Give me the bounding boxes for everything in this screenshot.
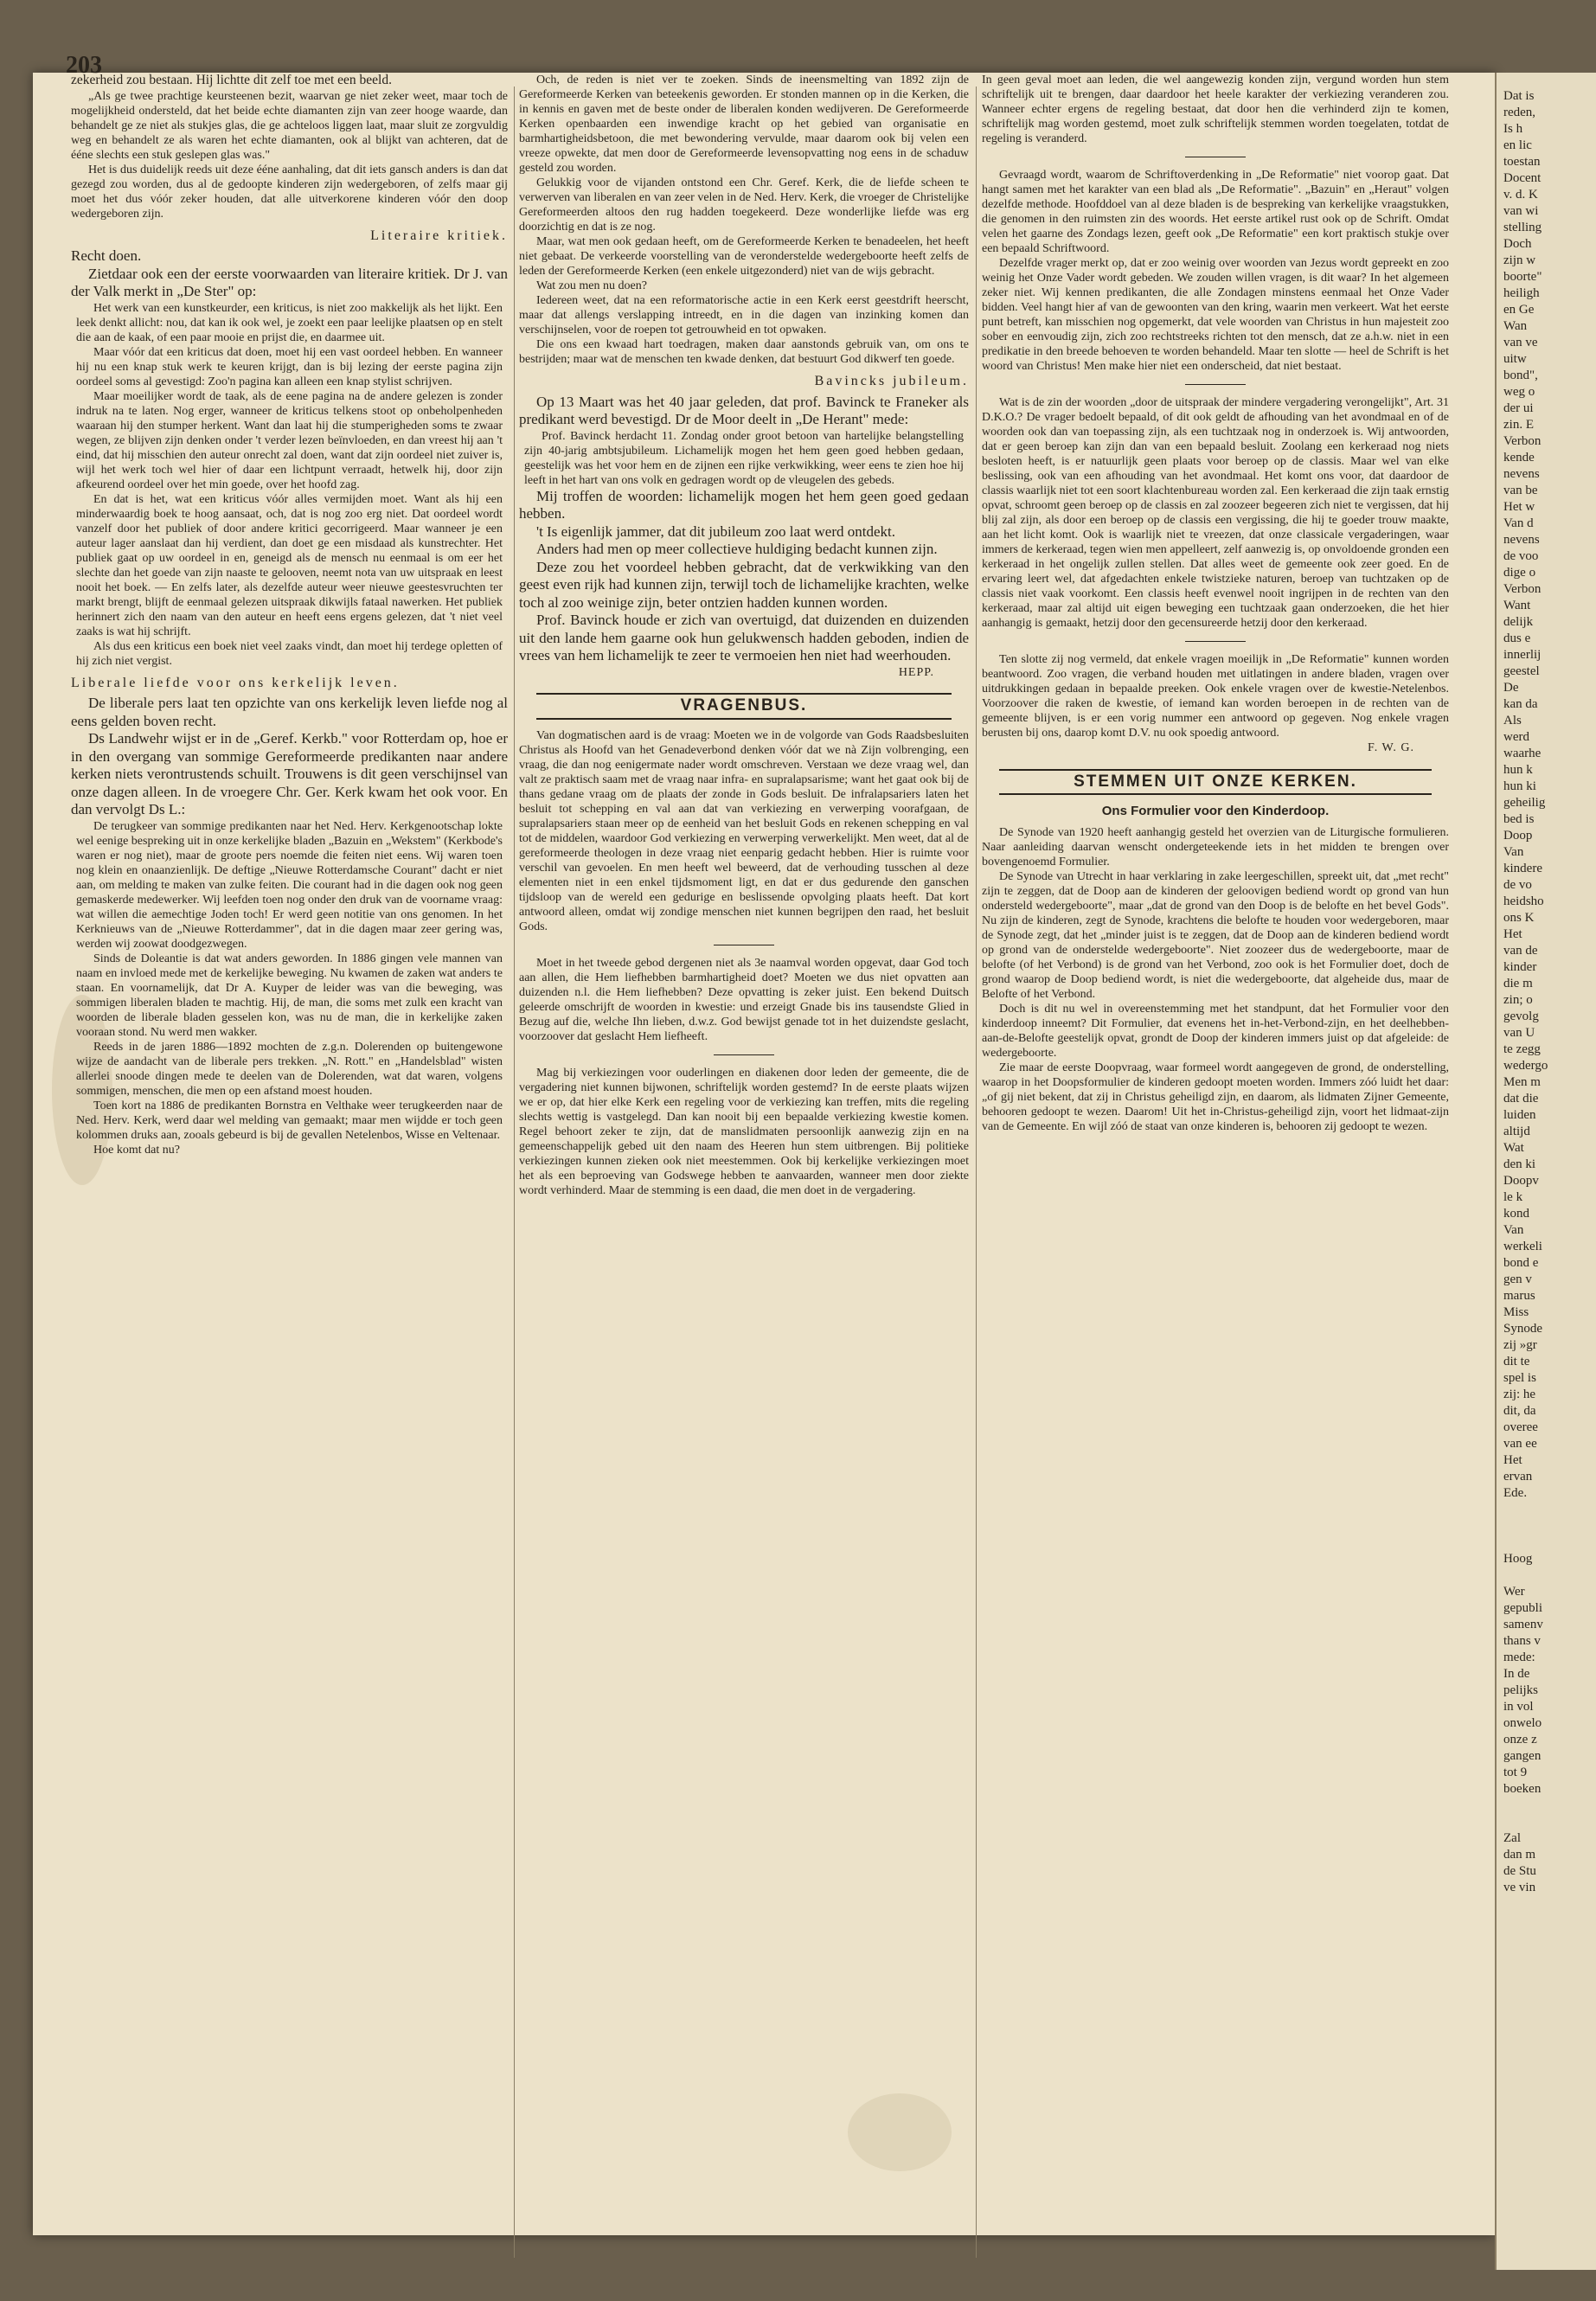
edge-text-line: uitw xyxy=(1503,352,1527,366)
column-left xyxy=(71,73,508,2266)
paragraph: Op 13 Maart was het 40 jaar geleden, dat prof. Bavinck te Franeker als predikant werd bevestigd. Dr de Moor deelt in „De Herant" mede: xyxy=(519,393,969,428)
edge-text-line: Van xyxy=(1503,845,1524,859)
edge-text-line: kindere xyxy=(1503,862,1542,875)
edge-text-line: Men m xyxy=(1503,1075,1541,1089)
quote-paragraph: En dat is het, wat een kriticus vóór alles vermijden moet. Want als hij een minderwaardig boek te hoog aansaat, och, dat is nog zoo erg niet. Dat oordeel wordt vanzelf door het publiek of door andere kritici gecorrigeerd. Maar wanneer je een auteur lager aanslaat dan hij verdient, dan doet ge een misdaad als kunstrechter. Het publiek gaat op uw oordeel in en, geneigd als de mensch nu eenmaal is om eer het slechte dan het goede van zijn naaste te gelooven, neemt nota van uw uitspraak en leest nooit het boek. — En zelfs later, als dezelfde auteur weer nieuwe geestesvruchten ter markt brengt, blijft de eenmaal gelezen uitspraak dikwijls fataal nawerken. Het publiek herinnert zich den naam van den auteur en heeft eens ergens gelezen, dat 't niet veel zaaks is wat hij schrijft. xyxy=(76,492,503,638)
paragraph: Mij troffen de woorden: lichamelijk mogen het hem geen goed gedaan hebben. xyxy=(519,487,969,522)
edge-text-line: tot 9 xyxy=(1503,1766,1528,1779)
edge-text-line: Wer xyxy=(1503,1585,1525,1599)
paragraph: Wat is de zin der woorden „door de uitspraak der mindere vergadering verongelijkt", Art. 31 D.K.O.? De vrager bedoelt bepaald, of dit ook geldt de afhouding van het avondmaal en of de woorden ook dan van toepassing zijn, als een tuchtzaak nog in onderzoek is. Wij antwoorden, dat er geen beroep kan zijn dan van een bepaald besluit. Zoolang een kerkeraad nog niets besloten heeft, is er natuurlijk geen plaats voor beroep op de classis. Maar wel van elke beslissing, ook van een afhouding van het avondmaal. Het komt ons voor, dat daardoor de classis waarlijk niet tot een soort klachtenbureau worden zal. Een kerkeraad die zijn taak ernstig opvat, schroomt geen beroep op de classis en zal zoozeer begeeren zich niet te vergissen, dat hij blij zal zijn, als door een beroep op de classis een vergissing, die hij te goeder trouw maakte, aan het licht komt. Ook is waarlijk niet te vreezen, dat onze classicale vergaderingen, waar immers de kerkeraad, tegen wien men appelleert, zelf aanwezig is, op onvoldoende gronden een kerkeraad in het ongelijk zullen stellen. Dat alles weet de gemeente ook zeer goed. En de ervaring leert wel, dat afgedachten enkele twistzieke naturen, beroep van tuchtzaken op de classis niet vaak voorkomt. Een classis heeft evenwel nooit ingrijpen in de rechten van den kerkeraad, maar zal altijd uit eigen beweging een tuchtzaak gaan onderzoeken, die het hier aanhangig is gemaakt, hetzij door den gecensureerde hetzij door den kerkeraad. xyxy=(982,396,1449,630)
edge-text-line: Van xyxy=(1503,1223,1524,1237)
edge-text-line xyxy=(1497,1518,1596,1535)
quote-paragraph: Prof. Bavinck herdacht 11. Zondag onder groot betoon van hartelijke belangstelling zijn 40-jarig ambtsjubileum. Lichamelijk mogen het hem geen goed hebben gedaan, geestelijk was het voor hem en de zijnen een rijke verkwikking, weer eens te zien hoe hij leeft in het hart van ons volk en gedragen wordt op de vleugelen des gebeds. xyxy=(524,429,964,487)
edge-text-line: geheilig xyxy=(1503,796,1546,810)
quote-paragraph: Hoe komt dat nu? xyxy=(93,1143,180,1157)
column-right xyxy=(982,73,1449,2266)
edge-text-line: geestel xyxy=(1503,664,1540,678)
edge-text-line: en lic xyxy=(1503,138,1532,152)
edge-text-line: te zegg xyxy=(1503,1042,1541,1056)
edge-text-line: gangen xyxy=(1503,1749,1542,1763)
edge-text-line: marus xyxy=(1503,1289,1535,1303)
edge-text-line: bond", xyxy=(1503,369,1538,382)
edge-text-line: Van d xyxy=(1503,516,1534,530)
divider xyxy=(1185,384,1246,385)
edge-text-line: Zal xyxy=(1503,1831,1521,1845)
divider xyxy=(714,1054,774,1055)
edge-text-line: hun k xyxy=(1503,763,1533,777)
edge-text-line: gepubli xyxy=(1503,1601,1542,1615)
paragraph: Mag bij verkiezingen voor ouderlingen en diakenen door leden der gemeente, die de vergadering niet kunnen bijwonen, schriftelijk worden gestemd? In de eerste plaats wijzen we er op, dat hier elke Kerk een regeling voor de verkiezing kan treffen, mits die regeling slechts wettig is vastgelegd. Dan kan nooit bij een bepaalde verkiezing kwestie komen. Regel behoort zeker te zijn, dat de manslidmaten persoonlijk aanwezig zijn en na gemeenschappelijk gebed uit den naam des Heeren hun stem uitbrengen. Bij politieke verkiezingen kunnen zieken ook niet meestemmen. Ook bij kerkelijke verkiezingen moet het als een beproeving van Godswege hebben te aanvaarden, wanneer men door ziekte wordt verhinderd. Maar de stemming is een daad, die men doet in de vergadering. xyxy=(519,1066,969,1197)
edge-text-line: kinder xyxy=(1503,960,1537,974)
paragraph: De Synode van Utrecht in haar verklaring in zake leergeschillen, spreekt uit, dat „met recht" zijn te zeggen, dat de Doop aan de kinderen der geloovigen bediend wordt op grond van hun ondersteld wedergeboorte", maar „dat de grond van den Doop is de belofte en het bevel Gods". Nu zijn de kinderen, zegt de Synode, krachtens die belofte te houden voor wedergeboren, maar de Synode zegt, dat het „minder juist is te zeggen, dat de Doop aan de kinderen bediend wordt op grond van de onderstelde wedergeboorte". Niet zoozeer dus de wedergeboorte, maar de belofte (of het Verbond) is de grond van het Verbond, zoo ook is het Formulier doet, doch de grond waarop de Doop bediend wordt, is niet die wedergeboorte, dat algeheide dus, maar de Belofte of het Verbond. xyxy=(982,869,1449,1001)
edge-text-line: der ui xyxy=(1503,401,1534,415)
quote-paragraph: De terugkeer van sommige predikanten naar het Ned. Herv. Kerkgenootschap lokte wel eenige bespreking uit in onze kerkelijke bladen „Bazuin en „Wekstem" (Kerkbode's waren er nog niet), maar de groote pers noemde die feiten niet eens. Wij waren toen nog klein en onaanzienlijk. De deftige „Nieuwe Rotterdamsche Courant" dacht er niet aan, om melding te maken van zulke feiten. Die courant had in die dagen ook nog geen gemaskerde medewerker. Wij leefden toen nog onder den druk van de voorname vraag: wat willen die aemechtige Joden toch! Er werd geen notitie van ons genomen. In het Kerknieuws van de „Nieuwe Rotterdammer", dat in die dagen maar zeer gering was, werden wij zoowat doodgezwegen. xyxy=(76,819,503,951)
edge-text-line: van ee xyxy=(1503,1437,1537,1451)
edge-text-line: Verbon xyxy=(1503,582,1542,596)
edge-text-line: zin; o xyxy=(1503,993,1533,1007)
edge-text-line: nevens xyxy=(1503,467,1540,481)
adjacent-page-text xyxy=(1497,73,1596,1896)
edge-text-line: weg o xyxy=(1503,385,1535,399)
edge-text-line: zij »gr xyxy=(1503,1338,1537,1352)
edge-text-line: Is h xyxy=(1503,122,1523,136)
edge-text-line: de voo xyxy=(1503,549,1539,563)
quote-paragraph: Och, de reden is niet ver te zoeken. Sinds de ineensmelting van 1892 zijn de Gereformeerde Kerken van beteekenis geworden. Er stonden mannen op in die Kerken, die in kennis en gaven met de beste onder de liberalen konden wedijveren. De Gereformeerde Kerken openbaarden een inwendige kracht op het gebied van organisatie en barmhartigheidsbetoon, die met bewondering vervulde, maar daarom ook bij velen een vreeze opwekte, dat men door de Gereformeerde levensopvatting nog eens in de schaduw gesteld zou worden. xyxy=(519,74,969,175)
edge-text-line: van wi xyxy=(1503,204,1539,218)
edge-text-line: werd xyxy=(1503,730,1529,744)
edge-text-line: Ede. xyxy=(1503,1486,1528,1500)
edge-text-line: Dat is xyxy=(1503,89,1535,103)
edge-text-line: mede: xyxy=(1503,1650,1535,1664)
edge-text-line: reden, xyxy=(1503,106,1536,119)
edge-text-line: Docent xyxy=(1503,171,1542,185)
paragraph: Prof. Bavinck houde er zich van overtuigd, dat duizenden en duizenden uit den lande hem gaarne ook hun gelukwensch hadden geboden, indien de vrees van hem lichamelijk te zeer te vermoeien hen niet had weerhouden. xyxy=(519,612,969,664)
paragraph: Doch is dit nu wel in overeenstemming met het standpunt, dat het Formulier voor den kinderdoop inneemt? Dit Formulier, dat evenens het in-het-Verbond-zijn, en het deelhebben-aan-de-Belofte geestelijk opvat, grondt de Doop der kinderen immers juist op dat afgeleide: de wedergeboorte. xyxy=(982,1002,1449,1060)
paragraph: Zietdaar ook een der eerste voorwaarden van literaire kritiek. Dr J. van der Valk merkt in „De Ster" op: xyxy=(71,265,508,300)
edge-text-line: Miss xyxy=(1503,1305,1529,1319)
quote-paragraph: Maar vóór dat een kriticus dat doen, moet hij een vast oordeel hebben. En wanneer hij nu een knap stuk werk te keuren krijgt, dan is bij lezing der eerste pagina zijn oordeel soms al gevestigd: Zoo'n pagina kan alleen een knap stylist schrijven. xyxy=(76,345,503,388)
edge-text-line: boeken xyxy=(1503,1782,1542,1796)
section-heading-vragenbus: VRAGENBUS. xyxy=(536,693,952,720)
edge-text-line: zijn w xyxy=(1503,253,1536,267)
paragraph: Ds Landwehr wijst er in de „Geref. Kerkb." voor Rotterdam op, hoe er in den overgang van sommige Gereformeerde predikanten naar andere kerken niets verontrustends schuilt. Trouwens is dit geen verschijnsel van onze dagen alleen. In de vroegere Chr. Ger. Kerk kwam het ook voor. En dan vervolgt Ds L.: xyxy=(71,730,508,818)
quote-paragraph: Wat zou men nu doen? xyxy=(536,279,647,292)
paragraph: Gevraagd wordt, waarom de Schriftoverdenking in „De Reformatie" niet voorop gaat. Dat hangt samen met het karakter van een blad als „De Reformatie". „Bazuin" en „Heraut" volgen dezelfde methode. Hoofddoel van al deze bladen is de bespreking van kerkelijke vraagstukken, die genomen in den ruimsten zin des woords. Het eerste artikel rust ook op de Schrift. Omdat velen het gaarne des Zondags lezen, geeft ook „De Reformatie" een kort praktisch stukje over een bepaald Schriftwoord. xyxy=(982,169,1449,255)
edge-text-line: delijk xyxy=(1503,615,1534,629)
edge-text-line: nevens xyxy=(1503,533,1540,547)
edge-text-line: Verbon xyxy=(1503,434,1542,448)
edge-text-line: ons K xyxy=(1503,911,1535,925)
edge-text-line: van U xyxy=(1503,1026,1535,1040)
edge-text-line: onze z xyxy=(1503,1733,1537,1747)
edge-text-line: altijd xyxy=(1503,1125,1530,1138)
edge-text-line: waarhe xyxy=(1503,747,1542,760)
edge-text-line: die m xyxy=(1503,977,1533,990)
article-title-formulier: Ons Formulier voor den Kinderdoop. xyxy=(1101,804,1330,819)
edge-text-line: thans v xyxy=(1503,1634,1541,1648)
edge-text-line xyxy=(1497,1535,1596,1551)
edge-text-line: onwelo xyxy=(1503,1716,1542,1730)
edge-text-line: Hoog xyxy=(1503,1552,1533,1566)
edge-text-line: in vol xyxy=(1503,1700,1534,1714)
edge-text-line: gevolg xyxy=(1503,1009,1539,1023)
edge-text-line: spel is xyxy=(1503,1371,1536,1385)
edge-text-line: Synode xyxy=(1503,1322,1542,1336)
paragraph: Zie maar de eerste Doopvraag, waar formeel wordt aangegeven de grond, de onderstelling, waarop in het Doopsformulier de kinderen gedoopt moeten worden. Immers zóó luidt het daar: „of gij niet bekent, dat zij in Christus geheiligd zijn, en daarom, als lidmaten Zijner Gemeente, behooren gedoopt te wezen. Daarom! Uit het in-Christus-geheiligd zijn, voort het lidmaat-zijn van de Gemeente. En wijl zóó de staat van onze kinderen is, behooren zij gedoopt te wezen. xyxy=(982,1061,1449,1133)
edge-text-line: samenv xyxy=(1503,1618,1543,1631)
edge-text-line: kond xyxy=(1503,1207,1529,1221)
column-rule xyxy=(514,87,515,2258)
paragraph: Recht doen. xyxy=(71,247,142,265)
edge-text-line xyxy=(1497,1814,1596,1830)
edge-text-line: boorte" xyxy=(1503,270,1542,284)
paragraph: Van dogmatischen aard is de vraag: Moeten we in de volgorde van Gods Raadsbesluiten Christus als Hoofd van het Genadeverbond denken vóór dat we nà Zijn volbrenging, een vraag, die dan nog eenigermate nader wordt omschreven. Verstaan we deze vraag wel, dan valt ze praktisch saam met de vraag naar infra- en supralapsarisme; want het gaat ook bij de thans gedane vraag om de plaats der zonde in Gods besluit. De infralapsariers laten het besluit tot schepping en val aan dat van verkiezing en verwerping voorafgaan, de supralapsariers staan meer op de eenheid van het besluit Gods en rekenen schepping en val tot de middelen, waardoor God verkiezing en verwerping verwerkelijkt. Men weet, dat al de gereformeerde theologen in deze vraag niet eenparig gedacht hebben. Hier is ruimte voor verschil van gevoelen. En men heeft wel beweerd, dat de verhouding tusschen al deze elementen niet in een enkel tijdsmoment ligt, en dat er dus gedurende den ganschen tijdsloop van de wereld een gedurige en beslissende opvolging plaats heeft. Dat kort antwoord alleen, omdat wij zondige menschen niet kunnen begrijpen den raad, het besluit Gods. xyxy=(519,728,969,933)
edge-text-line: ve vin xyxy=(1503,1881,1536,1894)
edge-text-line: luiden xyxy=(1503,1108,1536,1122)
edge-text-line: den ki xyxy=(1503,1157,1536,1171)
page-number: 203 xyxy=(66,52,102,79)
edge-text-line: dit, da xyxy=(1503,1404,1536,1418)
edge-text-line: bond e xyxy=(1503,1256,1539,1270)
paragraph: Deze zou het voordeel hebben gebracht, dat de verkwikking van den geest even rijk had kunnen zijn, terwijl toch de lichamelijke krachten, welke toch al zoo weinige zijn, beter ontzien hadden kunnen worden. xyxy=(519,558,969,611)
paragraph: 't Is eigenlijk jammer, dat dit jubileum zoo laat werd ontdekt. xyxy=(536,522,895,540)
author-signature: F. W. G. xyxy=(1368,741,1414,754)
paragraph: Dezelfde vrager merkt op, dat er zoo weinig over woorden van Jezus wordt gepreekt en zoo weinig het Onze Vader wordt gebeden. We zouden willen vragen, is dit waar? In het algemeen zeker niet. Wij kennen predikanten, die alle Zondagen minstens eenmaal het Onze Vader bidden. Veel hangt hier af van de gewoonten van den kring, waarin men verkeert. Wat het eerste punt betreft, kan misschien nog opgemerkt, dat vele woorden van Christus in hun majesteit zoo sober en eenvoudig zijn, zich zoo rechtstreeks richten tot den mensch, dat ze a.h.w. niet in een predikatie in den breede behoeven te worden behandeld. Maar ten slotte — heel de Schrift is het woord van Christus! Men make hier niet een onderscheid, dat niet bestaat. xyxy=(982,257,1449,373)
edge-text-line: le k xyxy=(1503,1190,1523,1204)
edge-text-line: gen v xyxy=(1503,1272,1532,1286)
edge-text-line: heiligh xyxy=(1503,286,1540,300)
edge-text-line: zin. E xyxy=(1503,418,1534,432)
author-signature: HEPP. xyxy=(898,665,934,679)
paragraph: De liberale pers laat ten opzichte van ons kerkelijk leven liefde nog al eens gelden boven recht. xyxy=(71,695,508,729)
edge-text-line xyxy=(1497,1798,1596,1814)
edge-text-line: van be xyxy=(1503,484,1538,497)
edge-text-line: v. d. K xyxy=(1503,188,1538,202)
edge-text-line: kan da xyxy=(1503,697,1538,711)
edge-text-line: van de xyxy=(1503,944,1538,958)
quote-paragraph: Maar moeilijker wordt de taak, als de eene pagina na de andere gelezen is zonder indruk na te laten. Nog erger, wanneer de kriticus telkens stoot op onbeholpenheden waaraan hij den stumper herkent. Want dan laat hij die stumperigheden soms te zwaar wegen, ze blijven zijn denken onder 't verder lezen beïnvloeden, en dan vreest hij aan 't eind, dat hij misschien den auteur onrecht zal doen, want dat zijn oordeel niet zuiver is, wijl het werk toch wel hier of daar een lichtpunt verraadt, hetwelk hij, door zijn afkeurend oordeel over het min goede, over het hoofd zag. xyxy=(76,389,503,491)
edge-text-line: In de xyxy=(1503,1667,1530,1681)
edge-text-line: dige o xyxy=(1503,566,1536,580)
edge-text-line: Het xyxy=(1503,1453,1522,1467)
edge-text-line: hun ki xyxy=(1503,779,1536,793)
edge-text-line: van ve xyxy=(1503,336,1538,349)
paragraph: De Synode van 1920 heeft aanhangig gesteld het overzien van de Liturgische formulieren. Naar aanleiding daarvan wenscht ondergeteekende iets in het midden te brengen over bovengenoemd Formulier. xyxy=(982,825,1449,868)
edge-text-line: de vo xyxy=(1503,878,1532,892)
quote-paragraph: Toen kort na 1886 de predikanten Bornstra en Velthake weer terugkeerden naar de Ned. Herv. Kerk, werd daar wel melding van gemaakt; maar men wijdde er toch geen kolommen druks aan, zooals gebeurd is bij de gevallen Netelenbos, Wisse en Veltenaar. xyxy=(76,1099,503,1142)
divider xyxy=(1185,641,1246,642)
edge-text-line: overee xyxy=(1503,1420,1538,1434)
edge-text-line: Want xyxy=(1503,599,1531,612)
section-heading-literaire-kritiek: Literaire kritiek. xyxy=(370,228,508,243)
edge-text-line: Doopv xyxy=(1503,1174,1539,1188)
edge-text-line: dit te xyxy=(1503,1355,1530,1368)
edge-text-line: Het w xyxy=(1503,500,1535,514)
edge-text-line: en Ge xyxy=(1503,303,1535,317)
quote-paragraph: Het werk van een kunstkeurder, een kriticus, is niet zoo makkelijk als het lijkt. Een leek denkt allicht: nou, dat kan ik ook wel, je zoekt een paar leelijke plaatsen op en stelt die aan de kaak, of een paar mooie en prijst die, en daarmee uit. xyxy=(76,301,503,344)
edge-text-line: zij: he xyxy=(1503,1388,1536,1401)
edge-text-line xyxy=(1497,1567,1596,1584)
quote-paragraph: Sinds de Doleantie is dat wat anders geworden. In 1886 gingen vele mannen van naam en invloed mede met de kerkelijke beweging. Nu kwamen de zaken wat anders te staan. En voornamelijk, dat Dr A. Kuyper de leider was van die beweging, was sommigen liberalen bladen te machtig. Hij, de man, die soms met zulk een kracht van woorden de liberale bladen gesselen kon, was nu de man, die in kerkelijke zaken vooraan stond. Nu werd men wakker. xyxy=(76,952,503,1039)
quote-paragraph: Die ons een kwaad hart toedragen, maken daar aanstonds gebruik van, om ons te bestrijden; maar wat de menschen ten kwade denken, dat bestuurt God dikwerf ten goede. xyxy=(519,338,969,366)
edge-text-line: Doop xyxy=(1503,829,1533,843)
paragraph: Ten slotte zij nog vermeld, dat enkele vragen moeilijk in „De Reformatie" kunnen worden beantwoord. Zoo vragen, die verband houden met uitlatingen in andere bladen, vragen over uitdrukkingen gedaan in bepaalde preeken. Ook enkele vragen over de kwestie-Netelenbos. Voorzoover die raken de kwestie, of iemand kan worden beroepen in de rechten van de gemeente blijven, is er een vorig nummer een antwoord op gegeven. Nog enkele vragen berusten bij ons, daarop komt D.V. nu ook spoedig antwoord. xyxy=(982,653,1449,740)
paragraph: „Als ge twee prachtige keursteenen bezit, waarvan ge niet zeker weet, maar toch de mogelijkheid ondersteld, dat het beide echte diamanten zijn van zeer hooge waarde, dan behandelt ge ze niet als stukjes glas, die ge achteloos liggen laat, maar sluit ze zorgvuldig weg en behandelt ze als waren het echte diamanten, ook al blijkt van achteren, dat de ééne slechts een stuk geslepen glas was." xyxy=(71,89,508,162)
paragraph: Het is dus duidelijk reeds uit deze ééne aanhaling, dat dit iets gansch anders is dan dat gezegd zou worden, dus al de gedoopte kinderen zijn wedergeboren, of zelfs maar gij moet het dus vóór zeker houden, dat alle uitverkorene kinderen vóór den doop wedergeboren zijn. xyxy=(71,163,508,221)
edge-text-line: toestan xyxy=(1503,155,1541,169)
edge-text-line xyxy=(1497,1502,1596,1518)
edge-text-line: stelling xyxy=(1503,221,1542,234)
edge-text-line: pelijks xyxy=(1503,1683,1538,1697)
paragraph: Anders had men op meer collectieve huldiging bedacht kunnen zijn. xyxy=(536,541,938,558)
edge-text-line: kende xyxy=(1503,451,1535,465)
edge-text-line: innerlij xyxy=(1503,648,1542,662)
edge-text-line: Doch xyxy=(1503,237,1532,251)
column-rule xyxy=(976,87,977,2258)
section-heading-bavincks-jubileum: Bavincks jubileum. xyxy=(814,374,969,388)
section-heading-stemmen: STEMMEN UIT ONZE KERKEN. xyxy=(999,769,1432,796)
edge-text-line: dan m xyxy=(1503,1848,1536,1862)
quote-paragraph: Reeds in de jaren 1886—1892 mochten de z.g.n. Dolerenden op buitengewone wijze de aandacht van de liberale pers trekken. „N. Rott." en „Handelsblad" wisten allerlei snoode dingen mede te deelen van de Dolerenden, wat dat waren, volgens sommigen, menschen, die men op een afstand moest houden. xyxy=(76,1040,503,1098)
edge-text-line: ervan xyxy=(1503,1470,1533,1484)
quote-paragraph: Maar, wat men ook gedaan heeft, om de Gereformeerde Kerken te benadeelen, het heeft niet gebaat. De verkeerde voorstelling van de veronderstelde wedergeboorte heeft zelfs de leden der Gereformeerde Kerken (een enkele uitgezonderd) niet van de wijs gebracht. xyxy=(519,235,969,278)
column-middle xyxy=(519,73,969,2266)
edge-text-line: de Stu xyxy=(1503,1864,1536,1878)
edge-text-line: heidsho xyxy=(1503,894,1544,908)
edge-text-line: Wat xyxy=(1503,1141,1524,1155)
edge-text-line: bed is xyxy=(1503,812,1535,826)
quote-paragraph: Gelukkig voor de vijanden ontstond een Chr. Geref. Kerk, die de liefde scheen te verwerven van liberalen en van zeer velen in de Ned. Herv. Kerk, die vroeger de Christelijke Gereformeerden altoos den rug hadden toegekeerd. Deze wonderlijke liefde was erg doorzichtig en dat is ze nog. xyxy=(519,176,969,234)
edge-text-line: Het xyxy=(1503,927,1522,941)
paragraph: zekerheid zou bestaan. Hij lichtte dit zelf toe met een beeld. xyxy=(71,73,392,87)
edge-text-line: De xyxy=(1503,681,1519,695)
edge-text-line: Wan xyxy=(1503,319,1528,333)
edge-text-line: werkeli xyxy=(1503,1240,1542,1253)
edge-text-line: dus e xyxy=(1503,631,1531,645)
paragraph: In geen geval moet aan leden, die wel aangewezig konden zijn, vergund worden hun stem schriftelijk uit te brengen, daar daardoor het heele karakter der verkiezing veranderen zou. Wanneer echter ergens de regeling bestaat, dat door hen die verhinderd zijn te komen, schriftelijk mag worden gestemd, moet zulk schriftelijk stemmen worden toegelaten, totdat de regeling is veranderd. xyxy=(982,74,1449,145)
edge-text-line: Als xyxy=(1503,714,1522,727)
paragraph: Moet in het tweede gebod dergenen niet als 3e naamval worden opgevat, daar God toch aan allen, die Hem liefhebben barmhartigheid doet? Moeten we dus niet opvatten aan duizenden n.l. die Hem liefhebben? Deze opvatting is zeker juist. Een bekend Duitsch geleerde omschrijft de woorden in kwestie: und erzeigt Gnade bis ins tausendste Glied in Bezug auf die, welche Ihn lieben, d.w.z. God bewijst genade tot in het duizendste geslacht, voorzoover dat geslacht Hem liefheeft. xyxy=(519,956,969,1043)
edge-text-line: dat die xyxy=(1503,1092,1539,1106)
quote-paragraph: Iedereen weet, dat na een reformatorische actie in een Kerk eerst geestdrift heerscht, maar dat allengs verslapping intreedt, en in die dagen van inzinking komen dan verschijnselen, voor de roepen tot getrouwheid en tot opwaken. xyxy=(519,294,969,336)
quote-paragraph: Als dus een kriticus een boek niet veel zaaks vindt, dan moet hij terdege opletten of hij zich niet vergist. xyxy=(76,639,503,668)
section-heading-liberale-liefde: Liberale liefde voor ons kerkelijk leven. xyxy=(71,675,400,690)
edge-text-line: wedergo xyxy=(1503,1059,1548,1073)
adjacent-page-edge xyxy=(1495,73,1596,2270)
